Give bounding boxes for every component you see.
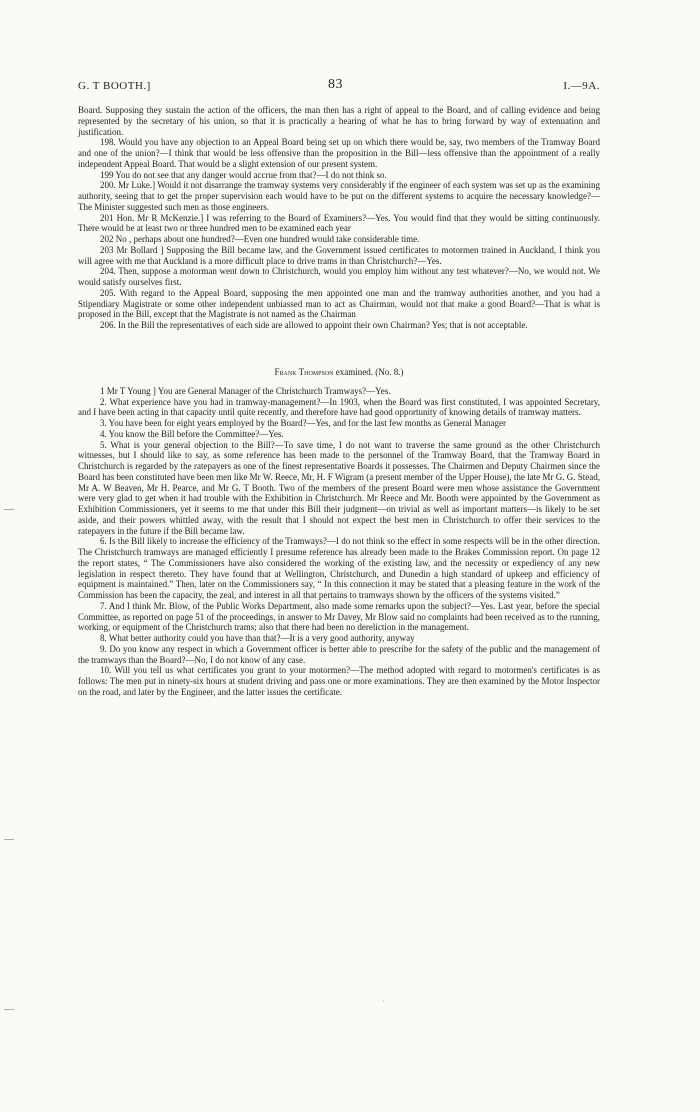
paragraph: 204. Then, suppose a motorman went down to Christchurch, would you employ him without any test whatever?—No, we would not. We would satisfy ourselves first. <box>78 266 600 287</box>
paragraph: 205. With regard to the Appeal Board, supposing the men appointed one man and the tramway authorities another, and you had a Stipendiary Magistrate or some other independent unbiassed man to act as Chairman, would not that make a good Board?—That is what is proposed in the Bill, except that the Magistrate is not named as the Chairman <box>78 287 600 320</box>
paragraph: 201 Hon. Mr R McKenzie.] I was referring to the Board of Examiners?—Yes. You would find that they would be sitting continuously. There would be at least two or three hundred men to be examined each year <box>78 212 600 234</box>
paragraph: 1 Mr T Young ] You are General Manager of the Christchurch Tramways?—Yes. <box>100 385 391 396</box>
paragraph: 2. What experience have you had in tramway-management?—In 1903, when the Board was first constituted, I was appointed Secretary, and I have been acting in that capacity until quite recently, and therefore have had good opportunity of knowing details of tramway matters. <box>78 396 600 418</box>
paragraph: Board. Supposing they sustain the action of the officers, the man then has a right of appeal to the Board, and of calling evidence and being represented by the secretary of his union, so that it is practically a hearing of what he has to bring forward by way of extenuation and justification. <box>78 105 600 137</box>
margin-mark <box>4 839 14 840</box>
witness-name: Frank Thompson <box>274 366 334 377</box>
witness-heading-suffix: examined. (No. 8.) <box>335 366 404 377</box>
paragraph: 7. And I think Mr. Blow, of the Public Works Department, also made some remarks upon the subject?—Yes. Last year, before the special Committee, as reported on page 51 of the proceedings, in answer to Mr Davey, Mr Blow said no complaints had been received as to the running, working, or equipment of the Christchurch trams; also that there had been no dereliction in the management. <box>78 600 600 633</box>
paragraph: 8. What better authority could you have than that?—It is a very good authority, anyway <box>100 633 415 643</box>
paragraph: 199 You do not see that any danger would accrue from that?—I do not think so. <box>100 169 387 180</box>
paragraph: 202 No , perhaps about one hundred?—Even one hundred would take considerable time. <box>100 234 420 244</box>
header-reference: I.—9A. <box>563 80 600 92</box>
paragraph: 9. Do you know any respect in which a Government officer is better able to prescribe for the safety of the public and the management of the tramways than the Board?—No, I do not know of any case. <box>78 643 600 665</box>
paragraph: 206. In the Bill the representatives of each side are allowed to appoint their own Chairman? Yes; that is not acceptable. <box>100 320 528 330</box>
paragraph: 3. You have been for eight years employed by the Board?—Yes, and for the last few months as General Manager <box>100 418 506 428</box>
document-body <box>78 105 600 698</box>
paragraph: 5. What is your general objection to the Bill?—To save time, I do not want to traverse the same ground as the other Christchurch witnesses, but I should like to say, as some reference has been made to the personnel of the Tramway Board, that the Tramway Board in Christchurch is regarded by the ratepayers as one of the finest representative Boards it possesses. The Chairmen and Deputy Chairmen since the Board has been constituted have been men like Mr W. Reece, Mr, H. F Wigram (a present member of the Upper House), the late Mr G. G. Stead, Mr A. W Beaven, Mr H. Pearce, and Mr G. T Booth. Two of the members of the present Board were men whose assistance the Government were very glad to get when it had trouble with the Exhibition in Christchurch. Mr Reece and Mr. Booth were appointed by the Government as Exhibition Commissioners, yet it seems to me that under this Bill their judgment—on trivial as well as important matters—is likely to be set aside, and their powers whittled away, with the result that I should not expect the best men in Christchurch to offer their services to the ratepayers in the future if the Bill became law. <box>78 439 600 536</box>
page-number: 83 <box>328 77 343 92</box>
paragraph: 200. Mr Luke.] Would it not disarrange the tramway systems very considerably if the engineer of each system was set up as the examining authority, seeing that to get the proper supervision each would have to be put on the different systems to acquire the necessary knowledge?—The Minister suggested such men as those engineers. <box>78 180 600 212</box>
paragraph: 198. Would you have any objection to an Appeal Board being set up on which there would be, say, two members of the Tramway Board and one of the union?—I think that would be less offensive than the proposition in the Bill—less offensive than the appointment of a really independent Appeal Board. That would be a slight extension of our present system. <box>78 137 600 169</box>
witness-heading <box>78 367 600 377</box>
margin-mark <box>4 509 14 510</box>
page-header <box>78 77 600 96</box>
paragraph: 4. You know the Bill before the Committee?—Yes. <box>100 428 284 439</box>
header-witness: G. T BOOTH.] <box>78 80 151 92</box>
paragraph: 10. Will you tell us what certificates you grant to your motormen?—The method adopted with regard to motormen's certificates is as follows: The men put in ninety-six hours at student driving and pass one or more examinations. They are then examined by the Motor Inspector on the road, and later by the Engineer, and the latter issues the certificate. <box>78 665 600 697</box>
margin-mark: · <box>382 997 385 1006</box>
paragraph: 6. Is the Bill likely to increase the efficiency of the Tramways?—I do not think so the effect in some respects will be in the other direction. The Christchurch tramways are managed efficiently I presume reference has already been made to the Brakes Commission report. On page 12 the report states, “ The Commissioners have also considered the working of the existing law, and the necessity or expediency of any new legislation in respect thereto. They have found that at Wellington, Christchurch, and Dunedin a high standard of upkeep and efficiency of equipment is maintained.” Then, later on the Commissioners say, “ In this connection it may be stated that a pleasing feature in the work of the Commission has been the capacity, the zeal, and interest in all that pertains to tramways shown by the officers of the systems visited.” <box>78 536 600 600</box>
margin-mark <box>4 1009 14 1010</box>
paragraph: 203 Mr Bollard ] Supposing the Bill became law, and the Government issued certificates to motormen trained in Auckland, I think you will agree with me that Auckland is a more difficult place to drive trams in than Christchurch?—Yes. <box>78 244 600 266</box>
